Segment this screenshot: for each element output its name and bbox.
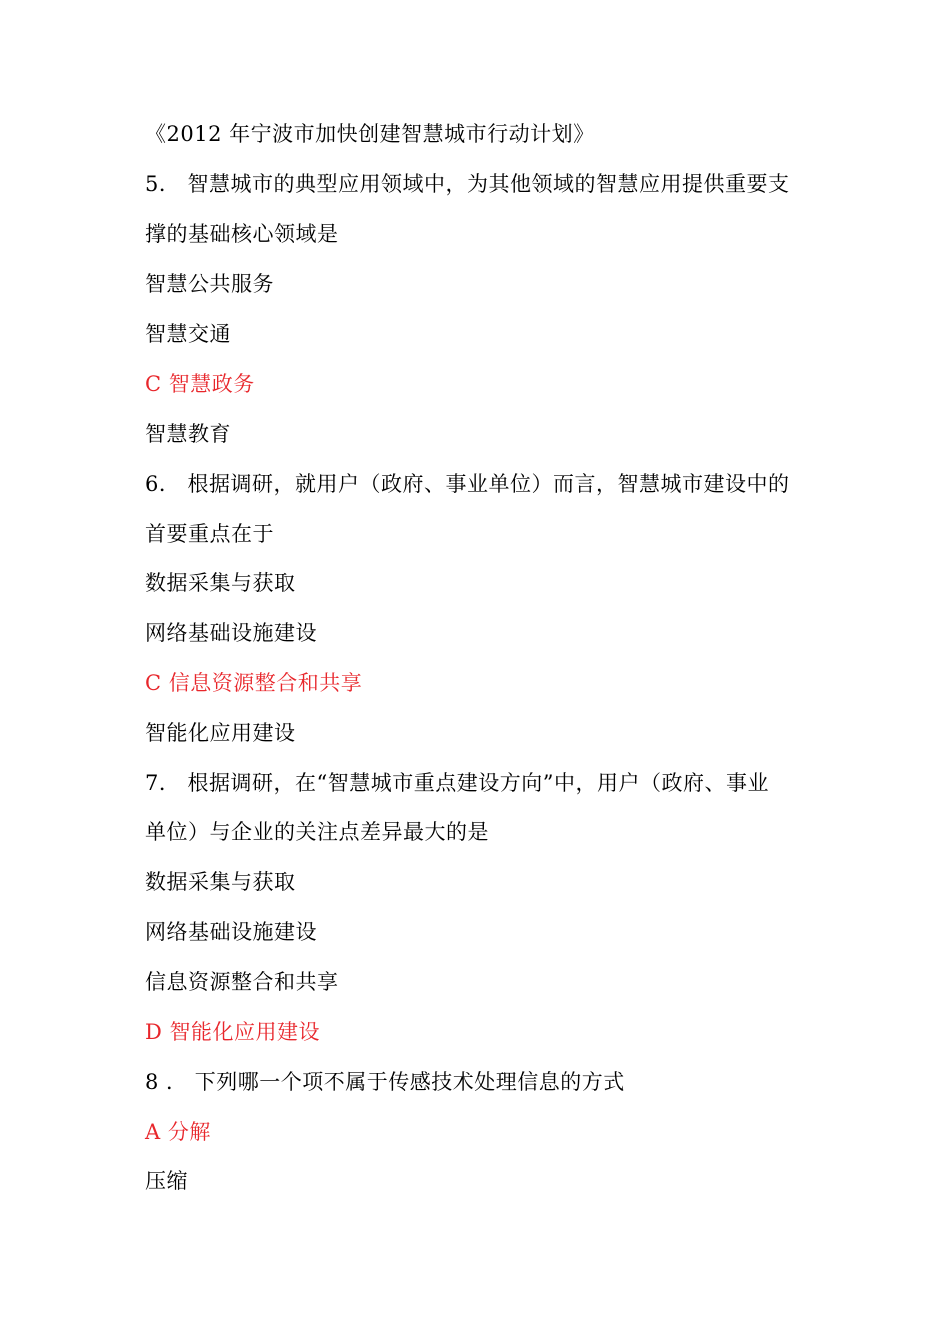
question-8: 8 ． 下列哪一个项不属于传感技术处理信息的方式 [145, 1070, 625, 1094]
option: 网络基础设施建设 [145, 920, 317, 944]
question-5-continued: 撑的基础核心领域是 [145, 222, 339, 246]
question-5: 5． 智慧城市的典型应用领域中，为其他领域的智慧应用提供重要支 [145, 172, 790, 196]
answer-option: D 智能化应用建设 [145, 1020, 321, 1044]
option: 信息资源整合和共享 [145, 970, 339, 994]
option: 智慧教育 [145, 422, 231, 446]
answer-option: C 信息资源整合和共享 [145, 671, 363, 695]
option: 压缩 [145, 1169, 188, 1193]
option: 智能化应用建设 [145, 721, 296, 745]
answer-option: C 智慧政务 [145, 372, 255, 396]
question-7: 7． 根据调研，在“智慧城市重点建设方向”中，用户（政府、事业 [145, 771, 770, 795]
option: 数据采集与获取 [145, 870, 296, 894]
answer-option: A 分解 [145, 1120, 211, 1144]
option: 网络基础设施建设 [145, 621, 317, 645]
question-7-continued: 单位）与企业的关注点差异最大的是 [145, 820, 489, 844]
option: 智慧公共服务 [145, 272, 274, 296]
option: 数据采集与获取 [145, 571, 296, 595]
text-line: 《2012 年宁波市加快创建智慧城市行动计划》 [145, 122, 595, 146]
question-6-continued: 首要重点在于 [145, 522, 274, 546]
question-6: 6． 根据调研，就用户（政府、事业单位）而言，智慧城市建设中的 [145, 472, 790, 496]
option: 智慧交通 [145, 322, 231, 346]
